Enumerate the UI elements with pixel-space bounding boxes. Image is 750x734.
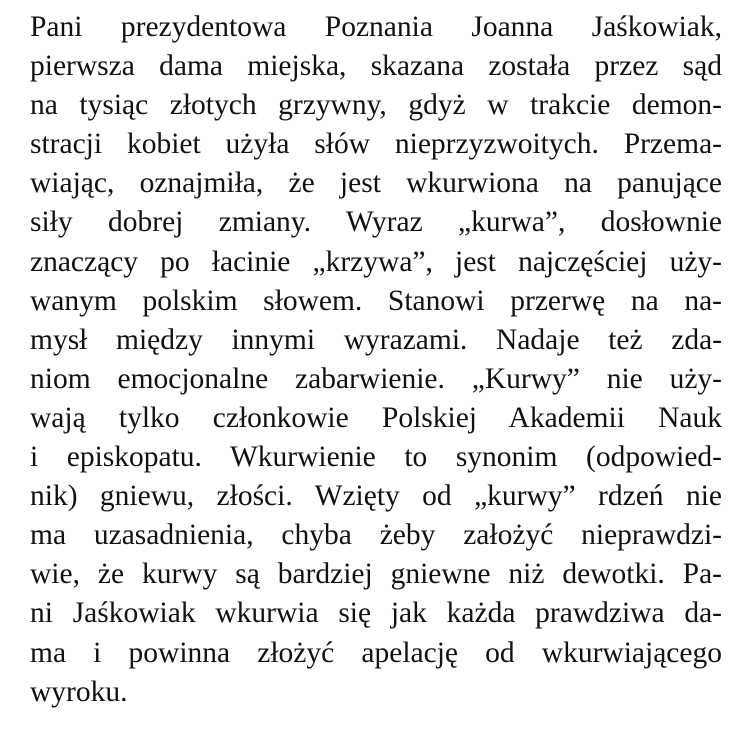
text-line-5: wiając, oznajmiła, że jest wkurwiona na panujące bbox=[30, 167, 722, 200]
text-line-8: wanym polskim słowem. Stanowi przerwę na na- bbox=[30, 284, 722, 317]
text-line-2: pierwsza dama miejska, skazana została przez sąd bbox=[30, 50, 722, 83]
text-line-11: wają tylko członkowie Polskiej Akademii Nauk bbox=[30, 401, 722, 434]
text-line-7: znaczący po łacinie „krzywa”, jest najczęściej uży- bbox=[30, 245, 722, 278]
text-line-9: mysł między innymi wyrazami. Nadaje też zda- bbox=[30, 323, 722, 356]
text-line-15: wie, że kurwy są bardziej gniewne niż dewotki. Pa- bbox=[30, 558, 722, 591]
text-line-12: i episkopatu. Wkurwienie to synonim (odpowied- bbox=[30, 441, 722, 474]
text-line-16: ni Jaśkowiak wkurwia się jak każda prawdziwa da- bbox=[30, 597, 722, 630]
text-line-13: nik) gniewu, złości. Wzięty od „kurwy” rdzeń nie bbox=[30, 480, 722, 513]
text-line-18: wyroku. bbox=[30, 675, 128, 708]
text-line-10: niom emocjonalne zabarwienie. „Kurwy” nie uży- bbox=[30, 362, 722, 395]
text-line-17: ma i powinna złożyć apelację od wkurwiającego bbox=[30, 636, 722, 669]
article-paragraph bbox=[30, 8, 722, 712]
text-line-3: na tysiąc złotych grzywny, gdyż w trakcie demon- bbox=[30, 89, 722, 122]
text-line-4: stracji kobiet użyła słów nieprzyzwoitych. Przema- bbox=[30, 128, 722, 161]
text-line-6: siły dobrej zmiany. Wyraz „kurwa”, dosłownie bbox=[30, 206, 722, 239]
text-line-14: ma uzasadnienia, chyba żeby założyć nieprawdzi- bbox=[30, 519, 722, 552]
text-line-1: Pani prezydentowa Poznania Joanna Jaśkowiak, bbox=[30, 11, 722, 43]
